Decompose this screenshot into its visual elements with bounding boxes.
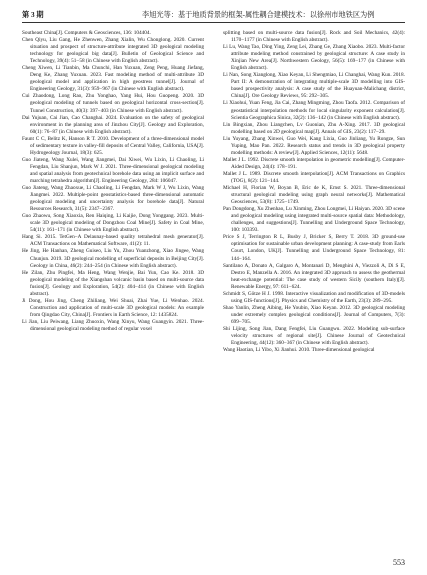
reference-entry: Price S J, Terrington R L, Busby J, Bricker S, Berry T. 2018. 3D ground-use optimisation for sustainable urban development planning: A case-study from Earls Court, London, UK[J]. Tunnelling and Underground Space Technology, 81: 144−164. [223,234,405,262]
reference-entry: Santilano A, Donato A, Galgaro A, Montanari D, Menghini A, Viezzoli A, Di S E, Destro E, Manzella A. 2016. An integrated 3D approach to assess the geothermal heat-exchange potential: The case study of western Sicily (southern Italy)[J]. Renewable Energy, 97: 611−624. [223,262,405,290]
references-body [22,30,405,555]
reference-entry: Shi Lijing, Song Jian, Dang Fengfei, Liu Guangwu. 2022. Modeling sub-surface velocity structures of regional site[J]. Chinese Journal of Geotechnical Engineering, 44(12): 360−367 (in Chinese with English abstract). [223,325,405,347]
reference-entry: Pan Dongdong, Xu Zhenhao, Lu Xinming, Zhou Longmei, Li Haiyan. 2020. 3D scene and geological modeling using integrated multi-source spatial data: Methodology, challenges, and suggestions[J]. Tunnelling and Underground Space Technology, 100: 103393. [223,206,405,234]
reference-entry: Schmidt S, Götze H J. 1998. Interactive visualization and modification of 3D-models using GIS-functions[J]. Physics and Chemistry of the Earth, 23(3): 289−295. [223,290,405,304]
reference-entry: Michael H, Florian W, Boyan B, Eric de K, Ernst S. 2021. Three-dimensional structural geological modeling using graph neural networks[J]. Mathematical Geosciences, 53(8): 1725−1749. [223,185,405,206]
reference-entry: He Zilan, Zhu Pingfei, Ma Heng, Wang Wenjie, Bai Yun, Cao Ke. 2018. 3D geological modeling of the Xiangshan volcanic basin based on multi-source data fusion[J]. Geology and Exploration, 54(2): 404−414 (in Chinese with English abstract). [22,269,204,297]
reference-entry: Chen Qiyu, Liu Gang, He Zhenwen, Zhang Xialin, Wu Chonglong. 2020. Current situation and prospect of structure-attribute integrated 3D geological modeling technology for geological big data[J]. Bulletin of Geological Science and Technology, 39(4): 51−58 (in Chinese with English abstract). [22,37,204,65]
reference-entry: Guo Jiateng, Wang Xulei, Wang Jiangmei, Dai Xiwei, Wu Lixin, Li Chaoling, Li Fengdan, Liu Shanjun, Mark W J. 2021. Three-dimensional geological modeling and spatial analysis from geotechnical borehole data using an implicit surface and marching tetrahedra algorithm[J]. Engineering Geology, 284: 106047. [22,156,204,184]
reference-entry: Mallet J L. 1989. Discrete smooth interpolation[J]. ACM Transactions on Graphics (TOG), 8(2): 121−144. [223,170,405,184]
references-right-column [223,30,405,555]
reference-entry: Cheng Xiwen, Li Tianbin, Ma Chunchi, Han Yuxuan, Zeng Peng, Huang Jiefang, Deng Ke, Zhang Yuxuan. 2023. Fast modeling method of multi-attribute 3D geological model and application in high geostress tunnel[J]. Journal of Engineering Geology, 31(3): 959−967 (in Chinese with English abstract). [22,65,204,93]
reference-entry: Wang Haotian, Li Yibo, Xi Jianhui. 2010. Three-dimensional geological [223,347,375,354]
reference-entry: Li Nan, Song Xianglong, Xiao Keyan, Li Shengmiao, Li Changhai, Wang Kun. 2018. Part II: A demonstration of integrating multiple-scale 3D modelling into GIS-based prospectivity analysis: A case study of the Huayuan-Malichang district, China[J]. Ore Geology Reviews, 95: 292−305. [223,72,405,100]
reference-entry: Li Jian, Liu Peiwang, Liang Zhuoxin, Wang Xinyu, Wang Guangyin. 2021. Three-dimensional geological modeling method of regular voxel [22,318,204,332]
reference-entry: Ji Dong, Hou Jing, Cheng Zhiliang, Wei Shuai, Zhai Yue, Li Wenhao. 2024. Construction and application of multi-scale 3D geological models: An example from Qingdao City, China[J]. Frontiers in Earth Science, 12: 1435824. [22,297,204,318]
reference-entry: splitting based on multi-source data fusion[J]. Rock and Soil Mechanics, 42(4): 1170−1177 (in Chinese with English abstract). [223,30,405,44]
running-header [22,8,405,23]
reference-entry: He Jing, He Hanhan, Zheng Guiseo, Liu Yu, Zhou Yuanzhong, Xiao Jingee, Wang Chunjun. 2019. 3D geological modelling of superficial deposits in Beijing City[J]. Geology in China, 46(2): 244−254 (in Chinese with English abstract). [22,248,204,269]
reference-entry: Hang Si. 2015. TetGen−A Delaunay-based quality tetrahedral mesh generator[J]. ACM Transactions on Mathematical Software, 41(2): 11. [22,234,204,248]
reference-entry: Li Lu, Wang Tao, Ding Ying, Zeng Lei, Zhang Ge, Zhang Xiaobo. 2023. Multi-factor attribute modeling method constrained by geological structure: A case study in Xinjian New Area[J]. Northwestern Geology, 56(5): 169−177 (in Chinese with English abstract). [223,44,405,72]
running-title: 李旭光等：基于地质背景的框架-属性耦合建模技术：以徐州市地铁区为例 [142,11,375,19]
reference-entry: Faunt C C, Belitz K, Hanson R T. 2010. Development of a three-dimensional model of sedimentary texture in valley-fill deposits of Central Valley, California, USA[J]. Hydrogeology Journal, 18(3): 625. [22,135,204,156]
reference-entry: Shao Yanlin, Zheng Aibing, He Youbin, Xiao Keyan. 2012. 3D geological modeling under extremely complex geological conditions[J]. Journal of Computers, 7(3): 699−705. [223,304,405,325]
reference-entry: Li Xiaohui, Yuan Feng, Jia Cai, Zhang Mingming, Zhou Taofa. 2012. Comparison of geostatistical interpolation methods for local singularity exponent calculation[J]. Scientia Geographica Sinica, 32(2): 136−142 (in Chinese with English abstract). [223,100,405,121]
reference-entry: Mallet J L. 1992. Discrete smooth interpolation in geometric modelling[J]. Computer-Aided Design, 24(4): 178−191. [223,156,405,170]
issue-number: 第 3 期 [22,11,44,19]
page-number: 553 [393,558,405,567]
references-left-column [22,30,204,555]
reference-entry: Dai Yujuan, Cai Jian, Cao Changhai. 2024. Evaluation on the safety of geological environment in the planning area of Jinzhou City[J]. Geology and Exploration, 60(1): 76−87 (in Chinese with English abstract). [22,114,204,135]
reference-entry: Cui Zhaodong, Long Rao, Zhu Yonghao, Yang Hui, Hou Guopeng. 2020. 3D geological modeling of tunnels based on geological horizontal cross-section[J]. Tunnel Construction, 40(3): 397−403 (in Chinese with English abstract). [22,93,204,114]
reference-entry: Liu Yuyang, Zhang Xinwei, Guo Wei, Kang Lixia, Guo Jinliang, Yu Rongze, Sun Yuping, Mao Pan. 2022. Research status and trends in 3D geological property modelling methods: A review[J]. Applied Sciences, 12(11): 5648. [223,135,405,156]
reference-entry: Lin Bingxian, Zhou Liangchen, Lv Guonian, Zhu A-Xing. 2017. 3D geological modelling based on 2D geological map[J]. Annals of GIS, 23(2): 117−29. [223,121,405,135]
reference-entry: Southeast China[J]. Computers & Geosciences, 136: 104404. [22,30,151,36]
reference-entry: Guo Zhaowu, Song Xiaoxia, Ren Haiqing, Li Kaijie, Dong Yonggang. 2023. Multi-scale 3D geological modeling of Dongzhou Coal Mine[J]. Safety in Coal Mine, 54(11): 161−171 (in Chinese with English abstract). [22,213,204,234]
reference-entry: Guo Jiateng, Wang Zhaoxue, Li Chaoling, Li Fengdan, Mark W J, Wu Lixin, Wang Jiangmei. 2022. Multiple-point geostatistics-based three-dimensional automatic geological modeling and uncertainty analysis for borehole data[J]. Natural Resources Research, 31(5): 2347−2367. [22,185,204,213]
